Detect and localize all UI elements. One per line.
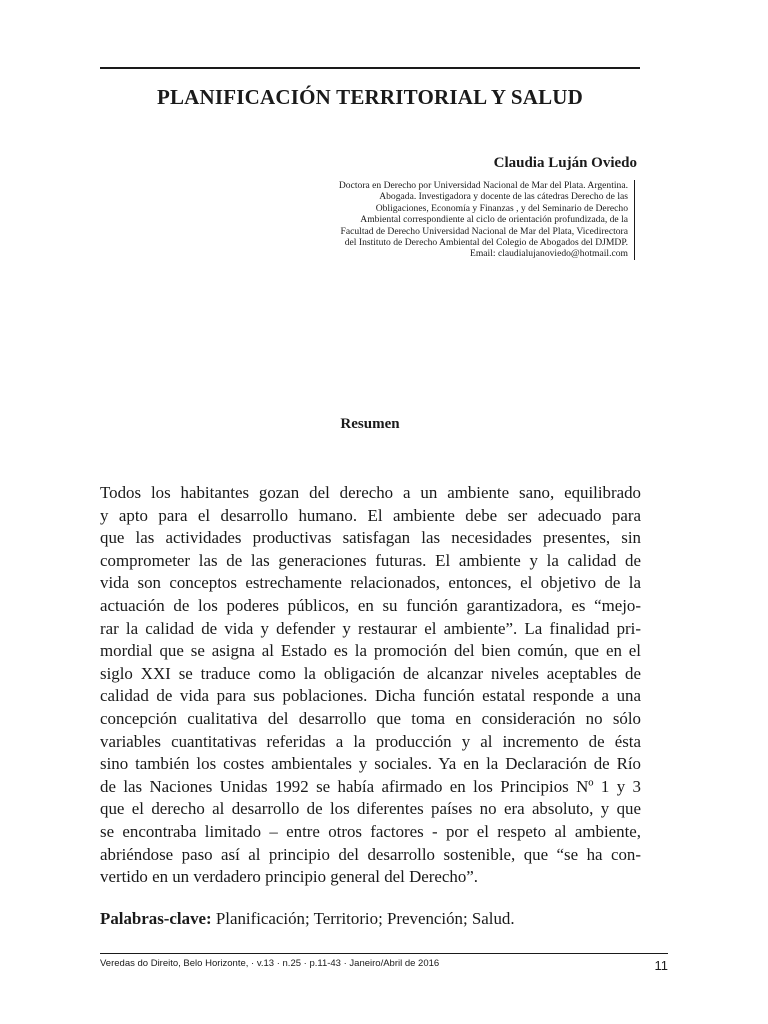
abstract-line: y apto para el desarrollo humano. El ambiente debe ser adecuado para	[100, 505, 641, 525]
abstract-line: vertido en un verdadero principio general del Derecho”.	[100, 867, 478, 887]
article-title: PLANIFICACIÓN TERRITORIAL Y SALUD	[156, 85, 584, 109]
abstract-line: actuación de los poderes públicos, en su función garantizadora, es “mejo-	[100, 595, 641, 615]
abstract-line: que las actividades productivas satisfagan las necesidades presentes, sin	[100, 528, 641, 548]
abstract-line: sino también los costes ambientales y sociales. Ya en la Declaración de Río	[100, 754, 641, 774]
abstract-line: vida son conceptos estrechamente relacionados, entonces, el objetivo de la	[100, 573, 641, 593]
keywords-label: Palabras-clave:	[100, 909, 212, 928]
abstract-line: variables cuantitativas referidas a la producción y al incremento de ésta	[100, 731, 641, 751]
abstract-line: concepción cualitativa del desarrollo que toma en consideración no sólo	[100, 708, 641, 728]
affiliation-line: Doctora en Derecho por Universidad Nacional de Mar del Plata. Argentina.	[338, 180, 628, 191]
abstract-heading: Resumen	[340, 416, 400, 432]
top-rule	[100, 67, 640, 69]
author-affiliation	[290, 180, 635, 260]
abstract-line: comprometer las de las generaciones futuras. El ambiente y la calidad de	[100, 550, 641, 570]
abstract-line: que el derecho al desarrollo de los diferentes países no era absoluto, y que	[100, 799, 641, 819]
affiliation-line: Abogada. Investigadora y docente de las cátedras Derecho de las	[379, 191, 628, 203]
page-number: 11	[654, 958, 668, 973]
abstract-line: rar la calidad de vida y defender y restaurar el ambiente”. La finalidad pri-	[100, 618, 641, 638]
abstract-line: siglo XXI se traduce como la obligación de alcanzar niveles aceptables de	[100, 663, 641, 683]
affiliation-line: Facultad de Derecho Universidad Nacional de Mar del Plata, Vicedirectora	[340, 225, 628, 237]
abstract-line: abriéndose paso así al principio del desarrollo sostenible, que “se ha con-	[100, 844, 641, 864]
affiliation-line: Obligaciones, Economía y Finanzas , y del Seminario de Derecho	[375, 202, 628, 214]
keywords	[100, 909, 641, 929]
abstract-body	[100, 482, 641, 889]
affiliation-line: Ambiental correspondiente al ciclo de orientación profundizada, de la	[360, 214, 628, 226]
abstract-line: de las Naciones Unidas 1992 se había afirmado en los Principios Nº 1 y 3	[100, 776, 641, 796]
abstract-line: calidad de vida para sus poblaciones. Dicha función estatal responde a una	[100, 686, 641, 706]
abstract-line: se encontraba limitado – entre otros factores - por el respeto al ambiente,	[100, 821, 641, 841]
abstract-line: mordial que se asigna al Estado es la promoción del bien común, que en el	[100, 641, 641, 661]
journal-citation: Veredas do Direito, Belo Horizonte, · v.13 · n.25 · p.11-43 · Janeiro/Abril de 2016	[100, 958, 440, 969]
affiliation-line: del Instituto de Derecho Ambiental del Colegio de Abogados del DJMDP.	[344, 237, 628, 249]
page-footer	[100, 958, 668, 973]
keywords-text: Planificación; Territorio; Prevención; Salud.	[215, 909, 515, 928]
author-name: Claudia Luján Oviedo	[493, 155, 637, 171]
footer-rule	[100, 953, 668, 954]
abstract-line: Todos los habitantes gozan del derecho a un ambiente sano, equilibrado	[100, 483, 641, 502]
affiliation-email: Email: claudialujanoviedo@hotmail.com	[469, 248, 628, 260]
